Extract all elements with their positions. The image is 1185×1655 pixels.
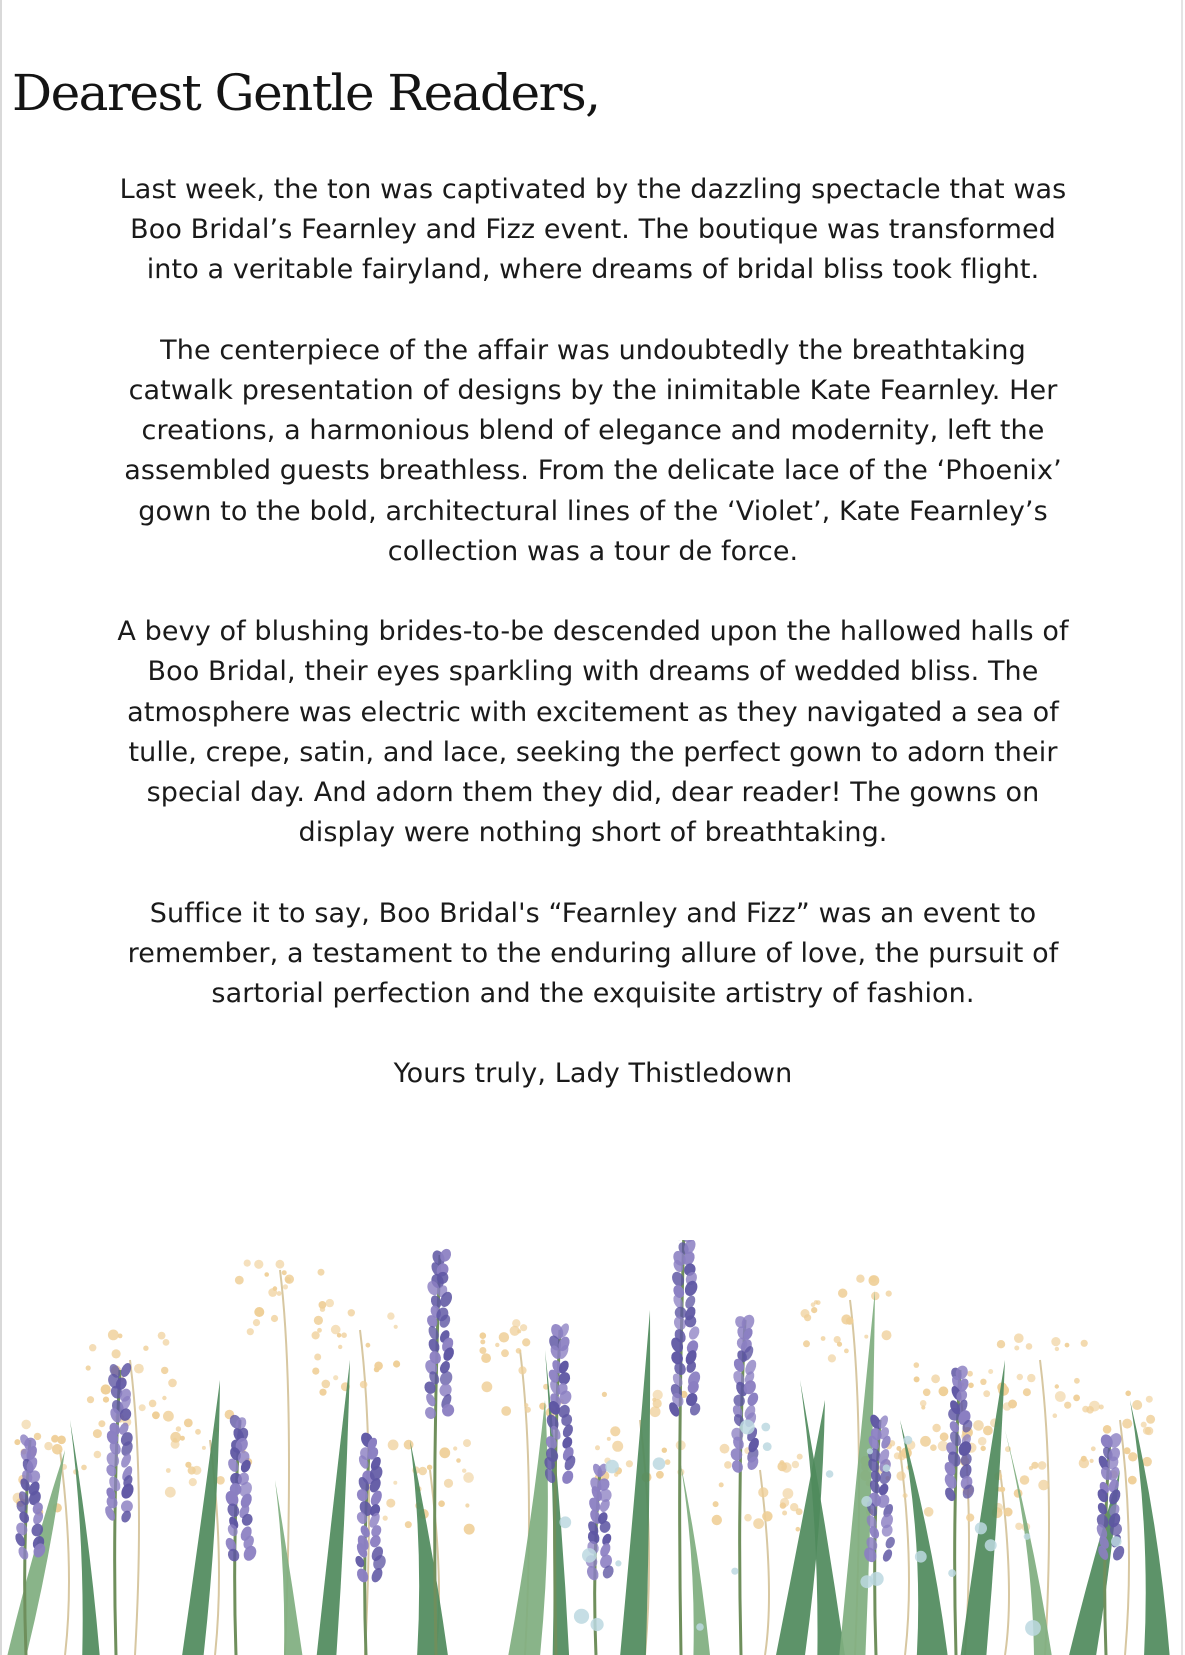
blossom-dot [886, 1291, 892, 1297]
lavender-floral-illustration [0, 1240, 1185, 1655]
blossom-dot [1004, 1508, 1013, 1517]
blossom-dot [783, 1488, 794, 1499]
blossom-dot [1031, 1462, 1038, 1469]
blossom-dot [1128, 1452, 1137, 1461]
blossom-dot [653, 1390, 663, 1400]
blossom-dot [282, 1270, 287, 1275]
blossom-dot [495, 1343, 499, 1347]
paragraph-event-intro: Last week, the ton was captivated by the dazzling spectacle that was Boo Bridal’s Fearnley and Fizz event. The boutique was transformed into a veritable fairyland, where dreams of bridal bliss took flight. [119, 174, 1067, 286]
blossom-dot [512, 1319, 520, 1327]
dew-dot [740, 1420, 755, 1435]
blossom-dot [903, 1493, 908, 1498]
lavender-bud [560, 1469, 575, 1486]
dew-dot [948, 1569, 956, 1577]
blossom-dot [712, 1515, 722, 1525]
blossom-dot [796, 1508, 803, 1515]
blossom-dot [176, 1426, 181, 1431]
blossom-dot [312, 1331, 320, 1339]
blossom-dot [118, 1334, 123, 1339]
blossom-dot [1051, 1337, 1060, 1346]
blossom-dot [973, 1420, 984, 1431]
dew-dot [1111, 1536, 1122, 1547]
blossom-dot [1055, 1384, 1059, 1388]
blossom-dot [264, 1272, 269, 1277]
blossom-dot [1081, 1340, 1088, 1347]
blossom-dot [1015, 1523, 1022, 1530]
greeting-heading: Dearest Gentle Readers, [12, 64, 600, 122]
blossom-dot [1055, 1347, 1059, 1351]
blossom-dot [931, 1374, 940, 1383]
blossom-dot [134, 1364, 144, 1374]
lavender-bud [369, 1566, 384, 1584]
blossom-dot [163, 1411, 174, 1422]
dew-dot [761, 1423, 770, 1432]
blossom-dot [1065, 1343, 1070, 1348]
blossom-dot [983, 1390, 990, 1397]
blossom-dot [1079, 1458, 1089, 1468]
blossom-dot [988, 1369, 993, 1374]
blossom-dot [811, 1307, 817, 1313]
dew-dot [867, 1448, 873, 1454]
blossom-dot [1091, 1446, 1096, 1451]
blossom-dot [180, 1436, 185, 1441]
blossom-dot [235, 1276, 244, 1285]
lavender-bud [17, 1510, 30, 1525]
blossom-stem [1000, 1470, 1009, 1655]
blossom-dot [1017, 1374, 1023, 1380]
blossom-dot [518, 1366, 526, 1374]
blossom-dot [753, 1518, 764, 1529]
blossom-dot [462, 1469, 466, 1473]
blossom-dot [481, 1353, 491, 1363]
blossom-dot [337, 1333, 342, 1338]
blossom-dot [516, 1348, 522, 1354]
dew-dot [975, 1522, 987, 1534]
blossom-dot [81, 1465, 87, 1471]
dew-dot [653, 1457, 666, 1470]
blossom-dot [418, 1467, 427, 1476]
blossom-dot [665, 1459, 671, 1465]
grass-leaf [410, 1440, 448, 1655]
blossom-stem [760, 1470, 769, 1655]
blossom-dot [1090, 1459, 1094, 1463]
blossom-dot [997, 1340, 1005, 1348]
blossom-dot [1020, 1475, 1030, 1485]
blossom-dot [21, 1420, 31, 1430]
blossom-dot [202, 1446, 206, 1450]
blossom-dot [914, 1362, 920, 1368]
blossom-dot [152, 1411, 160, 1419]
blossom-dot [981, 1446, 986, 1451]
blossom-dot [924, 1507, 934, 1517]
blossom-dot [1086, 1406, 1094, 1414]
blossom-dot [499, 1332, 509, 1342]
lavender-bud [17, 1545, 31, 1561]
blossom-dot [898, 1453, 906, 1461]
blossom-dot [480, 1332, 487, 1339]
dew-dot [1024, 1533, 1031, 1540]
blossom-dot [804, 1314, 811, 1321]
blossom-dot [1074, 1378, 1080, 1384]
blossom-dot [254, 1307, 264, 1317]
blossom-dot [360, 1381, 368, 1389]
dew-dot [826, 1470, 834, 1478]
blossom-dot [864, 1335, 868, 1339]
blossom-dot [1099, 1405, 1104, 1410]
paragraph-catwalk: The centerpiece of the affair was undoubtedly the breathtaking catwalk presentation of designs by the inimitable Kate Fearnley. Her creations, a harmonious blend of elegance and modernity, left the assembled guests breathless. From the delicate lace of the ‘Phoenix’ gown to the bold, architectural lines of the ‘Violet’, Kate Fearnley’s collection was a tour de force. [124, 334, 1062, 567]
blossom-dot [966, 1514, 974, 1522]
blossom-dot [87, 1396, 94, 1403]
blossom-dot [811, 1302, 816, 1307]
blossom-dot [283, 1284, 288, 1289]
blossom-dot [188, 1466, 196, 1474]
blossom-dot [662, 1448, 667, 1453]
blossom-dot [719, 1482, 724, 1487]
blossom-dot [57, 1436, 66, 1445]
blossom-dot [1053, 1413, 1058, 1418]
blossom-dot [980, 1379, 986, 1385]
blossom-dot [914, 1376, 920, 1382]
dew-dot [696, 1623, 704, 1631]
dew-dot [1025, 1620, 1041, 1636]
blossom-dot [871, 1292, 879, 1300]
dew-dot [605, 1460, 619, 1474]
blossom-dot [920, 1436, 931, 1447]
blossom-dot [869, 1275, 880, 1286]
blossom-dot [438, 1500, 445, 1507]
blossom-dot [1073, 1395, 1080, 1402]
blossom-dot [101, 1384, 111, 1394]
blossom-dot [838, 1289, 847, 1298]
blossom-dot [610, 1426, 620, 1436]
blossom-dot [803, 1340, 810, 1347]
blossom-dot [720, 1444, 730, 1454]
blossom-dot [1027, 1374, 1035, 1382]
blossom-dot [896, 1446, 901, 1451]
blossom-dot [524, 1403, 528, 1407]
blossom-dot [501, 1406, 511, 1416]
blossom-dot [341, 1332, 347, 1338]
blossom-stem [1120, 1420, 1129, 1655]
blossom-dot [595, 1445, 600, 1450]
blossom-dot [1128, 1476, 1137, 1485]
lavender-bud [119, 1482, 136, 1501]
blossom-dot [465, 1503, 469, 1507]
blossom-dot [374, 1362, 383, 1371]
blossom-dot [1132, 1400, 1142, 1410]
blossom-dot [844, 1349, 849, 1354]
blossom-dot [44, 1442, 52, 1450]
blossom-dot [162, 1396, 166, 1400]
blossom-dot [163, 1339, 170, 1346]
lavender-bud [225, 1502, 241, 1519]
blossom-dot [52, 1444, 63, 1455]
blossom-dot [967, 1371, 973, 1377]
blossom-dot [650, 1406, 661, 1417]
blossom-dot [797, 1454, 803, 1460]
blossom-dot [796, 1527, 801, 1532]
blossom-dot [923, 1389, 931, 1397]
grass-leaf [620, 1310, 650, 1655]
blossom-dot [828, 1354, 836, 1362]
blossom-dot [1038, 1480, 1049, 1491]
blossom-dot [1055, 1391, 1066, 1402]
blossom-dot [285, 1275, 294, 1284]
blossom-dot [405, 1521, 412, 1528]
blossom-stem [60, 1450, 69, 1655]
blossom-dot [758, 1487, 768, 1497]
lavender-bud [884, 1535, 897, 1550]
blossom-dot [482, 1381, 493, 1392]
blossom-dot [1026, 1343, 1033, 1350]
dew-dot [574, 1609, 589, 1624]
blossom-dot [856, 1275, 864, 1283]
blossom-dot [762, 1511, 772, 1521]
blossom-dot [86, 1365, 91, 1370]
blossom-dot [1125, 1391, 1131, 1397]
blossom-dot [322, 1380, 331, 1389]
dew-dot [985, 1539, 997, 1551]
lavender-bud [730, 1458, 745, 1474]
blossom-dot [388, 1440, 399, 1451]
blossom-dot [348, 1309, 355, 1316]
blossom-dot [781, 1462, 791, 1472]
paragraph-conclusion: Suffice it to say, Boo Bridal's “Fearnley and Fizz” was an event to remember, a testament to the enduring allure of love, the pursuit of sartorial perfection and the exquisite artistry of fashion. [127, 897, 1059, 1010]
dew-dot [559, 1516, 571, 1528]
lavender-bud [226, 1547, 241, 1563]
blossom-dot [940, 1432, 949, 1441]
blossom-dot [139, 1404, 146, 1411]
blossom-dot [1141, 1422, 1147, 1428]
blossom-dot [268, 1288, 277, 1297]
blossom-dot [444, 1479, 453, 1488]
blossom-dot [1038, 1461, 1047, 1470]
blossom-dot [480, 1339, 485, 1344]
blossom-dot [602, 1392, 607, 1397]
blossom-dot [393, 1481, 397, 1485]
blossom-dot [253, 1319, 260, 1326]
blossom-dot [1122, 1419, 1132, 1429]
blossom-dot [189, 1478, 197, 1486]
blossom-dot [464, 1524, 475, 1535]
blossom-dot [479, 1347, 486, 1354]
blossom-dot [165, 1487, 176, 1498]
blossom-dot [103, 1397, 109, 1403]
blossom-dot [612, 1441, 623, 1452]
blossom-stem [900, 1450, 909, 1655]
lavender-bud [1107, 1488, 1123, 1507]
blossom-dot [656, 1471, 664, 1479]
blossom-dot [326, 1299, 334, 1307]
blossom-dot [161, 1367, 168, 1374]
blossom-dot [782, 1511, 787, 1516]
blossom-dot [463, 1472, 474, 1483]
dew-dot [861, 1496, 872, 1507]
blossom-dot [837, 1342, 842, 1347]
blossom-dot [1003, 1402, 1012, 1411]
blossom-dot [744, 1514, 752, 1522]
blossom-dot [98, 1420, 105, 1427]
dew-dot [731, 1568, 738, 1575]
blossom-dot [14, 1439, 20, 1445]
blossom-dot [780, 1498, 789, 1507]
blossom-dot [607, 1437, 611, 1441]
blossom-dot [319, 1389, 326, 1396]
grass-leaf [317, 1360, 350, 1655]
blossom-dot [331, 1325, 341, 1335]
blossom-dot [896, 1471, 905, 1480]
blossom-dot [404, 1440, 414, 1450]
blossom-dot [463, 1439, 471, 1447]
blossom-dot [93, 1429, 102, 1438]
blossom-dot [254, 1260, 263, 1269]
blossom-dot [501, 1349, 509, 1357]
letter-body [108, 170, 1078, 1135]
blossom-dot [271, 1315, 278, 1322]
blossom-dot [1146, 1415, 1155, 1424]
blossom-dot [216, 1476, 225, 1485]
blossom-dot [383, 1516, 388, 1521]
blossom-dot [168, 1379, 177, 1388]
blossom-dot [522, 1338, 530, 1346]
blossom-dot [978, 1437, 987, 1446]
blossom-dot [1014, 1333, 1024, 1343]
blossom-dot [94, 1451, 102, 1459]
blossom-dot [276, 1260, 285, 1269]
blossom-dot [427, 1465, 432, 1470]
paragraph-brides: A bevy of blushing brides-to-be descended upon the hallowed halls of Boo Bridal, their eyes sparkling with dreams of wedded bliss. The atmosphere was electric with excitement as they navigated a sea of tulle, crepe, satin, and lace, seeking the perfect gown to adorn their special day. And adorn them they did, dear reader! The gowns on display were nothing short of breathtaking. [117, 616, 1069, 849]
blossom-dot [439, 1447, 450, 1458]
blossom-dot [520, 1324, 527, 1331]
dew-dot [883, 1464, 891, 1472]
lavender-bud [585, 1564, 601, 1582]
blossom-dot [517, 1329, 521, 1333]
blossom-dot [277, 1291, 282, 1296]
blossom-dot [318, 1269, 325, 1276]
dew-dot [763, 1442, 772, 1451]
blossom-dot [983, 1426, 993, 1436]
blossom-dot [1145, 1427, 1153, 1435]
dew-dot [870, 1572, 884, 1586]
blossom-dot [393, 1360, 400, 1367]
blossom-dot [158, 1332, 166, 1340]
lavender-bud [683, 1279, 700, 1298]
blossom-dot [816, 1300, 821, 1305]
lavender-stems [13, 1240, 1126, 1655]
blossom-dot [112, 1349, 121, 1358]
blossom-dot [1023, 1388, 1031, 1396]
blossom-dot [247, 1328, 254, 1335]
signoff: Yours truly, Lady Thistledown [393, 1058, 793, 1090]
blossom-dot [320, 1307, 325, 1312]
grass-leaf [1130, 1400, 1170, 1655]
dew-dot [915, 1551, 927, 1563]
blossom-dot [386, 1499, 395, 1508]
blossom-dot [930, 1444, 937, 1451]
blossom-dot [626, 1460, 633, 1467]
blossom-dot [792, 1461, 799, 1468]
blossom-dot [366, 1343, 371, 1348]
blossom-dot [724, 1461, 732, 1469]
blossom-dot [184, 1419, 193, 1428]
grass-leaf [680, 1460, 710, 1655]
blossom-dot [921, 1405, 925, 1409]
blossom-dot [143, 1346, 148, 1351]
blossom-dot [312, 1368, 319, 1375]
blossom-dot [968, 1383, 974, 1389]
blossom-dot [333, 1375, 338, 1380]
blossom-dot [149, 1400, 157, 1408]
blossom-dot [525, 1407, 531, 1413]
blossom-dot [614, 1473, 618, 1477]
blossom-dot [89, 1344, 96, 1351]
blossom-dot [51, 1435, 58, 1442]
blossom-dot [456, 1458, 461, 1463]
lavender-bud [120, 1509, 133, 1524]
dew-dot [615, 1560, 621, 1566]
blossom-dot [394, 1325, 398, 1329]
blossom-dot [244, 1260, 251, 1267]
blossom-dot [1103, 1425, 1112, 1434]
lavender-bud [881, 1548, 894, 1563]
dew-dot [582, 1548, 597, 1563]
blossom-dot [195, 1429, 201, 1435]
blossom-dot [314, 1316, 323, 1325]
grass-leaves [7, 1290, 1169, 1655]
blossom-dot [821, 1336, 826, 1341]
blossom-dot [1014, 1346, 1019, 1351]
blossom-dot [453, 1446, 457, 1450]
dew-dot [591, 1618, 604, 1631]
blossom-dot [166, 1468, 171, 1473]
dew-dot [904, 1436, 913, 1445]
blossom-dot [882, 1330, 892, 1340]
blossom-dot [939, 1386, 949, 1396]
lavender-bud [561, 1423, 575, 1439]
blossom-dot [108, 1330, 119, 1341]
blossom-dot [713, 1501, 719, 1507]
blossom-dot [34, 1433, 41, 1440]
blossom-dot [338, 1345, 342, 1349]
blossom-dot [314, 1354, 321, 1361]
grass-leaf [839, 1290, 875, 1655]
blossom-dot [1146, 1396, 1153, 1403]
blossom-dot [1124, 1447, 1131, 1454]
blossom-dot [387, 1312, 394, 1319]
blossom-dot [1064, 1402, 1071, 1409]
blossom-dot [171, 1440, 180, 1449]
blossom-dot [932, 1424, 940, 1432]
blossom-dot [841, 1314, 851, 1324]
